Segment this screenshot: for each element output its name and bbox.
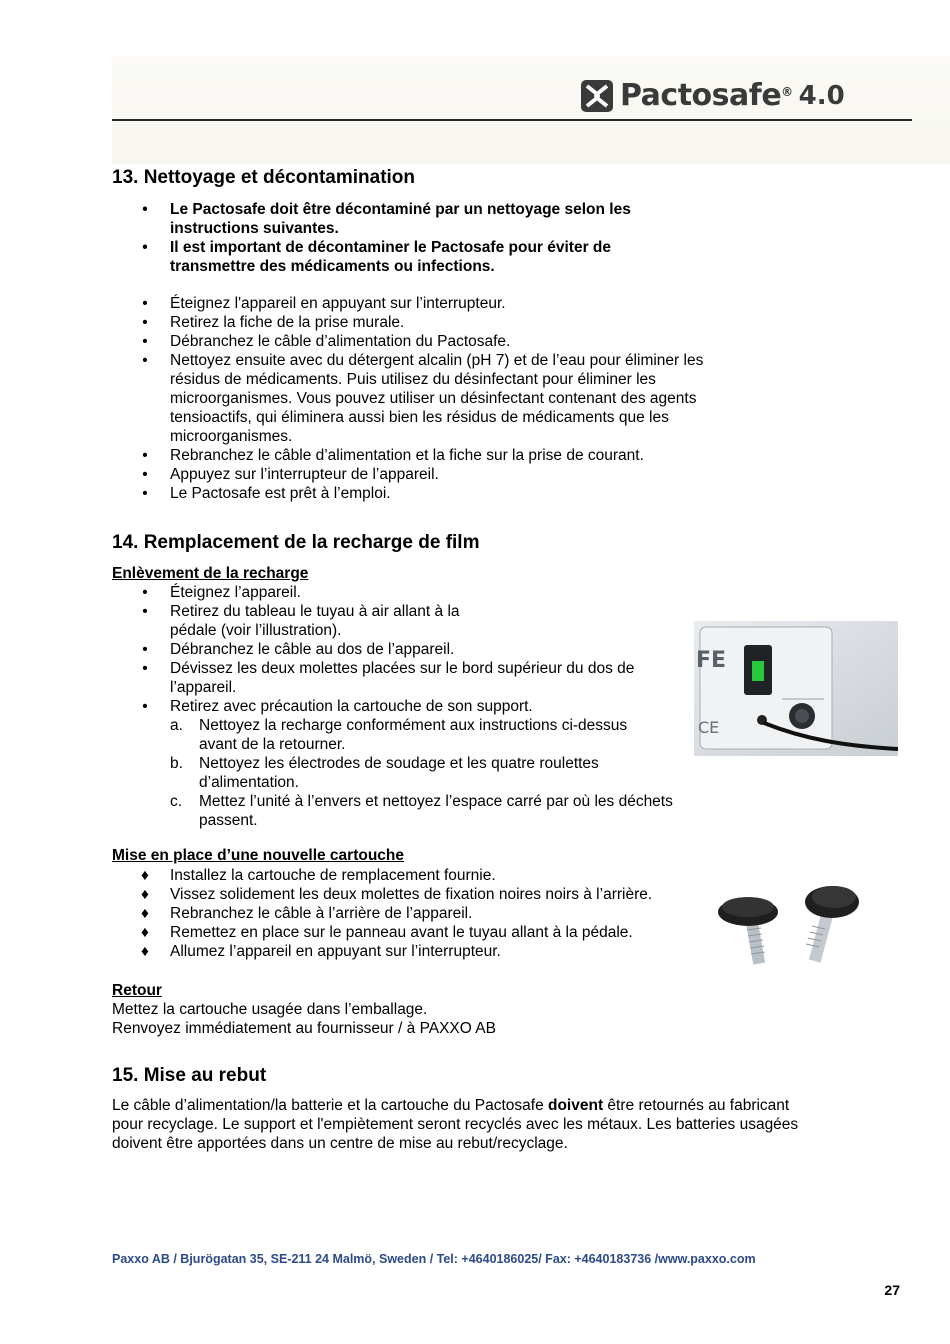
list-item: • Le Pactosafe doit être décontaminé par un nettoyage selon les instructions suivantes. [112, 200, 672, 238]
list-item: ♦ Allumez l’appareil en appuyant sur l’interrupteur. [112, 942, 712, 961]
list-item: • Retirez du tableau le tuyau à air allant à la pédale (voir l’illustration). [112, 602, 510, 640]
bullet-marker: • [142, 485, 148, 502]
list-item: • Retirez la fiche de la prise murale. [112, 313, 712, 332]
returns-line: Renvoyez immédiatement au fournisseur / à PAXXO AB [112, 1020, 496, 1037]
section-15-paragraph: Le câble d’alimentation/la batterie et la cartouche du Pactosafe doivent être retournés au fabricant pour recyclage. Le support et l'empiètement seront recyclés avec les métaux. Les batteries usagées doivent être apportées dans un centre de mise au rebut/recyclage. [112, 1097, 799, 1152]
install-steps-list [112, 866, 712, 961]
logo-brand: Pactosafe® [620, 78, 793, 113]
list-item: • Retirez avec précaution la cartouche de son support. a. Nettoyez la recharge conformément aux instructions ci-dessus avant de la retourner. b. Nettoyez les électrodes de soudage et les quatre roulettes d’alimentation. c. Mettez l’unité à l’envers et nettoyez l’espace carré par où les déchets passent. [112, 697, 702, 830]
sub-marker: b. [170, 755, 183, 772]
bullet-marker: • [142, 352, 148, 369]
bullet-marker: • [142, 447, 148, 464]
list-item: ♦ Installez la cartouche de remplacement fournie. [112, 866, 712, 885]
bullet-marker: • [142, 698, 148, 715]
panel-brand-fragment: FE [696, 648, 727, 673]
list-item: • Débranchez le câble au dos de l’appareil. [112, 640, 702, 659]
removal-heading: Enlèvement de la recharge [112, 565, 309, 582]
pactosafe-logo [580, 78, 845, 114]
page-number: 27 [884, 1282, 900, 1298]
list-item: • Débranchez le câble d’alimentation du Pactosafe. [112, 332, 712, 351]
returns-line: Mettez la cartouche usagée dans l’emballage. [112, 1001, 428, 1018]
list-item: • Le Pactosafe est prêt à l’emploi. [112, 484, 712, 503]
section-13-steps-list [112, 294, 712, 503]
section-14-title: 14. Remplacement de la recharge de film [112, 532, 480, 553]
bullet-marker: • [142, 584, 148, 601]
logo-mark-icon [580, 79, 614, 113]
sub-list-item: a. Nettoyez la recharge conformément aux instructions ci-dessus avant de la retourner. [170, 717, 628, 753]
list-item: • Appuyez sur l’interrupteur de l’appareil. [112, 465, 712, 484]
logo-version: 4.0 [798, 80, 845, 111]
returns-heading: Retour [112, 982, 162, 999]
section-15-title: 15. Mise au rebut [112, 1065, 267, 1086]
knobs-photo [706, 874, 866, 974]
diamond-marker: ♦ [141, 886, 149, 903]
list-item: ♦ Rebranchez le câble à l’arrière de l’appareil. [112, 904, 712, 923]
install-heading: Mise en place d’une nouvelle cartouche [112, 847, 405, 864]
removal-substeps [170, 716, 690, 830]
knob-left [718, 897, 778, 965]
list-item: • Éteignez l’appareil. [112, 583, 702, 602]
list-item: • Nettoyez ensuite avec du détergent alcalin (pH 7) et de l’eau pour éliminer les résidus de médicaments. Puis utilisez du désinfectant pour éliminer les microorganismes. Vous pouvez utiliser un désinfectant contenant des agents tensioactifs, qui éliminera aussi bien les résidus de médicaments que les microorganismes. [112, 351, 712, 446]
footer-address: Paxxo AB / Bjurögatan 35, SE-211 24 Malmö, Sweden / Tel: +4640186025/ Fax: +4640183736 /www.paxxo.com [112, 1252, 756, 1266]
device-back-panel-photo [694, 621, 898, 756]
list-item: • Éteignez l'appareil en appuyant sur l’interrupteur. [112, 294, 712, 313]
list-item: ♦ Vissez solidement les deux molettes de fixation noires noirs à l’arrière. [112, 885, 712, 904]
list-item: • Rebranchez le câble d’alimentation et la fiche sur la prise de courant. [112, 446, 712, 465]
diamond-marker: ♦ [141, 924, 149, 941]
list-item: • Il est important de décontaminer le Pactosafe pour éviter de transmettre des médicaments ou infections. [112, 238, 672, 276]
bullet-marker: • [142, 295, 148, 312]
bullet-marker: • [142, 660, 148, 677]
diamond-marker: ♦ [141, 867, 149, 884]
bullet-marker: • [142, 239, 148, 256]
bullet-marker: • [142, 201, 148, 218]
removal-steps-list [112, 583, 702, 830]
bullet-marker: • [142, 641, 148, 658]
sub-list-item: c. Mettez l’unité à l’envers et nettoyez l’espace carré par où les déchets passent. [170, 793, 673, 829]
bullet-marker: • [142, 333, 148, 350]
sub-list-item: b. Nettoyez les électrodes de soudage et les quatre roulettes d’alimentation. [170, 755, 599, 791]
bullet-marker: • [142, 314, 148, 331]
knob-right [805, 886, 859, 963]
panel-ce-mark: CE [698, 718, 720, 737]
section-13-title: 13. Nettoyage et décontamination [112, 167, 416, 188]
bullet-marker: • [142, 603, 148, 620]
bullet-marker: • [142, 466, 148, 483]
sub-marker: a. [170, 717, 183, 734]
diamond-marker: ♦ [141, 943, 149, 960]
section-13-intro-list [112, 200, 672, 276]
diamond-marker: ♦ [141, 905, 149, 922]
list-item: ♦ Remettez en place sur le panneau avant le tuyau allant à la pédale. [112, 923, 712, 942]
header-rule [112, 119, 912, 121]
sub-marker: c. [170, 793, 183, 810]
list-item: • Dévissez les deux molettes placées sur le bord supérieur du dos de l’appareil. [112, 659, 650, 697]
